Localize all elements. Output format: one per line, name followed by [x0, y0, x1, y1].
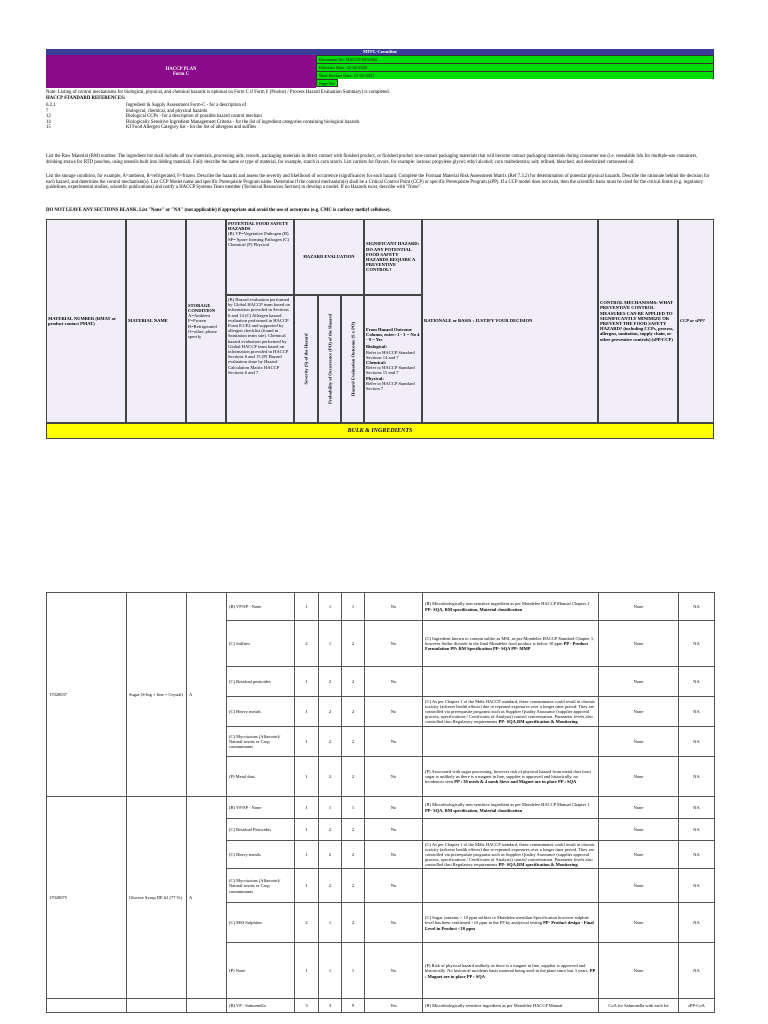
hazard-cell: (C) Heavy metals: [227, 697, 295, 727]
probability-cell: 2: [319, 697, 342, 727]
significant-phys-ref: Refer to HACCP Standard Section 7: [366, 380, 415, 392]
severity-cell: 1: [295, 697, 319, 727]
material-name-cell: Glucose Syrup DE 62 (77 %): [127, 797, 187, 999]
severity-cell: 1: [295, 869, 319, 903]
ref-text: Biologically Sensitive Ingredient Management Criteria - for the list of ingredient categories containing biological hazards: [126, 119, 360, 125]
control-cell: None: [599, 797, 679, 819]
significant-cell: No: [365, 667, 423, 697]
col-rationale: RATIONALE or BASIS : JUSTIFY YOUR DECISION: [422, 219, 598, 423]
col-material-number: MATERIAL NUMBER (RMAT or product contact PMAT): [46, 219, 126, 423]
significant-cell: No: [365, 697, 423, 727]
warning-line: DO NOT LEAVE ANY SECTIONS BLANK. List "None" or "NA" (not applicable) if appropriate and avoid the use of acronyms (e.g. CMC is carboxy methyl cellulose).: [46, 208, 391, 213]
control-cell: CoA for Salmonella with each lot: [599, 999, 679, 1013]
instructions-para-1: List the Raw Material (RM) number. The ingredient list shall include all raw materials, processing aids, rework, packaging materials in direct contact with finished product, or finished product non-contact packaging materials that will become contact packaging materials during consumer use (i.e. resealable lids for multiple-use containers, drinking straws for RTD pouches, using utensils built into lidding material). Fully describe the name or type of material, for example, starch is corn starch. List carriers for flavors, for example: lactose; propylene glycol; ethyl alcohol; corn maltodextrin; salt; refined, bleached, and deodorized cottonseed oil.: [46, 154, 698, 165]
ref-text: Ingredient & Supply Assessment Form-C - for a description of: [126, 103, 247, 108]
probability-cell: 3: [319, 999, 342, 1013]
hazard-cell: (P) None: [227, 943, 295, 999]
ref-number: 7: [46, 108, 49, 114]
ccp-cell: NA: [679, 819, 715, 841]
significant-chem-ref: Refer to HACCP Standard Sections 15 and 7: [366, 365, 415, 376]
significant-cell: No: [365, 593, 423, 621]
severity-cell: 1: [295, 727, 319, 757]
ccp-cell: NA: [679, 667, 715, 697]
control-cell: None: [599, 903, 679, 943]
column-headers: [46, 219, 714, 434]
col-hazard-evaluation: HAZARD EVALUATION: [294, 219, 364, 295]
hazard-cell: (C) Residual pesticides: [227, 667, 295, 697]
outcome-cell: 2: [342, 727, 365, 757]
outcome-cell: 2: [342, 697, 365, 727]
significant-bio: Biological:: [366, 344, 387, 350]
control-cell: None: [599, 727, 679, 757]
ref-number: 14: [46, 119, 51, 125]
outcome-cell: 2: [342, 667, 365, 697]
outcome-cell: 2: [342, 819, 365, 841]
bulk-ingredients-banner: BULK & INGREDIENTS: [46, 423, 714, 439]
potential-notes: (B) Hazard evaluation performed by Global HACCP team based on information provided in Sections 6 and 14 (C) Allergen hazard evaluation performed in HACCP Form E1/E2 and supported by allergen checklist (found in Sanitation team site). Chemical hazard evaluation performed by Global HACCP team based on information provided in HACCP Sections 6 and 15 (P) Hazard evaluation done by Hazard Calculation Matrix HACCP Sections 6 and 7: [226, 295, 294, 423]
significant-bio-ref: Refer to HACCP Standard Sections 14 and 7: [366, 349, 415, 360]
form-header: [46, 49, 714, 88]
material-number-cell: 17020037: [47, 593, 127, 797]
control-cell: None: [599, 621, 679, 667]
significant-cell: Yes: [365, 999, 423, 1013]
probability-cell: 1: [319, 903, 342, 943]
hazard-cell: (C) Mycotoxins (Aflatoxin)/ Natural toxins or Crop contaminants: [227, 869, 295, 903]
rationale-cell: (P) Risk of physical hazard unlikely as there is a magnet in line, supplier is approved and historically. No historical incidents basis material being used in the plant since last 3 years. PP : Magnet are in place PP : SQA: [423, 943, 599, 999]
instructions-para-2: List the storage condition, for example, A=ambient, R=refrigerated, F=frozen. Describe the hazards and assess the severity and likelihood of occurrence (significance) for each hazard. Complete the Formaat Material Risk Assessment Matrix (Ref 7.3.2) for determination of potential physical hazards. Describe the rationale behind the decision for each hazard, and determine the control mechanism(s). List CCP Model name and specific Prerequisite Program name. Determine if the control mechanism(s) shall be a Critical Control Point (CCP) or specific Prerequisite Program (sPP). If a CCP model does not exist, then the scientific basis must be cited for the critical limits (e.g. regulatory guidelines, experimental studies, scientific publications) and notify a HACCP Systems Team member (Technical Resources Section) to develop a model. If no Hazards exist, describe with "None".: [46, 174, 710, 191]
severity-cell: 1: [295, 943, 319, 999]
ccp-cell: NA: [679, 593, 715, 621]
material-cell: [127, 999, 187, 1013]
rationale-cell: (C) As per Chapter 1 of the Mdlz HACCP standard, these contaminants could result in chronic toxicity (adverse health effects) due to repeated exposures over a longer time period. They are controlled via prerequisite programs such as Supplier Quality Assurance (supplier approval process, specifications / Certificates of Analysis) control concentration. Parameter levels also controlled thro Regulatory requirements PP- SQA,RM specification & Monitoring: [423, 697, 599, 727]
significant-cell: No: [365, 869, 423, 903]
ccp-cell: NA: [679, 697, 715, 727]
significant-cell: No: [365, 757, 423, 797]
control-cell: None: [599, 841, 679, 869]
rationale-cell: [423, 869, 599, 903]
material-number-cell: 17020075: [47, 797, 127, 999]
control-cell: None: [599, 943, 679, 999]
outcome-cell: 9: [342, 999, 365, 1013]
table-row: [47, 797, 715, 819]
hazard-cell: (B) VP/SP - None: [227, 797, 295, 819]
significant-cell: No: [365, 943, 423, 999]
col-control: CONTROL MECHANISMS: WHAT PREVENTIVE CONTROL MEASURES CAN BE APPLIED TO SIGNIFICANTLY MINIMIZE OR PREVENT THE FOOD SAFETY HAZARD? (including CCPs, process, allergen, sanitation, supply chain, or other preventive controls) (sPP/CCP): [598, 219, 678, 423]
header-title: MFFL-Countline: [46, 49, 714, 55]
probability-cell: 1: [319, 943, 342, 999]
significant-cell: No: [365, 797, 423, 819]
material-name-cell: Sugar (S-big + fine + Crystal): [127, 593, 187, 797]
col-probability: [318, 295, 341, 423]
outcome-cell: 2: [342, 903, 365, 943]
outcome-cell: 1: [342, 593, 365, 621]
significant-cell: No: [365, 727, 423, 757]
outcome-cell: 2: [342, 757, 365, 797]
severity-cell: 3: [295, 999, 319, 1013]
outcome-cell: 1: [342, 797, 365, 819]
probability-label: Probability of Occurrence (PO) of the Hazard: [326, 314, 332, 404]
rationale-cell: [423, 667, 599, 697]
severity-cell: 1: [295, 841, 319, 869]
outcome-cell: 2: [342, 869, 365, 903]
rationale-cell: [423, 819, 599, 841]
ccp-cell: NA: [679, 757, 715, 797]
ref-number: 12: [46, 114, 51, 120]
significant-cell: No: [365, 621, 423, 667]
review-date: Next Review Date: 21-02-2021: [316, 71, 714, 79]
significant-phys: Physical:: [366, 375, 384, 381]
outcome-cell: 1: [342, 943, 365, 999]
ref-number: 15: [46, 125, 51, 131]
ref-item: [46, 125, 646, 131]
col-storage: [186, 219, 226, 423]
significant-chem: Chemical:: [366, 360, 387, 365]
potential-desc: (B) VP=Vegetative Pathogen (B) SP= Spore forming Pathogen (C) Chemical (P) Physical: [228, 231, 290, 247]
ccp-cell: NA: [679, 727, 715, 757]
rationale-cell: (P) Associated with sugar processing, however risk of physical hazard from metal dust from sugar is unlikely as there is a magnet in line, supplier is approved and historically, no incidences seen PP : 30 mesh & 4 mesh Sieve and Magnet are in place PP : SQA: [423, 757, 599, 797]
table-row: [47, 999, 715, 1013]
probability-cell: 1: [319, 621, 342, 667]
rationale-cell: (C) Sugar contains > 10 ppm sulfites to Mondelez meridian Specification however sulphite level has been confirmed <10 ppm in the FP by analytical testing PP- Product design - Final Level in Product <10 ppm: [423, 903, 599, 943]
severity-cell: 1: [295, 667, 319, 697]
storage-cell: A: [187, 593, 227, 797]
ccp-cell: NA: [679, 943, 715, 999]
control-cell: None: [599, 697, 679, 727]
rationale-cell: (B) Microbiologically sensitive ingredient as per Mondelez HACCP Manual: [423, 999, 599, 1013]
probability-cell: 2: [319, 869, 342, 903]
significant-cell: No: [365, 903, 423, 943]
storage-desc: A=Ambient F=Frozen R=Refrigerated O=other, please specify: [188, 313, 217, 339]
ccp-cell: NA: [679, 869, 715, 903]
hazard-cell: (B) VP - Salmonella: [227, 999, 295, 1013]
doc-number: Document No: HACCP-MA/002: [316, 55, 714, 63]
storage-title: STORAGE CONDITION: [188, 302, 216, 313]
hazard-cell: (C) Heavy metals: [227, 841, 295, 869]
significant-desc: From Hazard Outcome Column, enter: 1 - 3 = No 4 - 9 = Yes: [366, 326, 420, 343]
refs-list: [46, 103, 646, 131]
hazard-table: [46, 592, 714, 1013]
col-significant: SIGNIFICANT HAZARD: DO ANY POTENTIAL FOOD SAFETY HAZARDS REQUIRE A PREVENTIVE CONTROL?: [364, 219, 422, 295]
outcome-cell: 2: [342, 841, 365, 869]
probability-cell: 2: [319, 727, 342, 757]
control-cell: None: [599, 757, 679, 797]
material-cell: [187, 999, 227, 1013]
rationale-cell: (C) Ingredient known to contain sulfite as MSI, as per Mondelez HACCP Standard Chapter 1, however Sulfur dioxide in the final Mondelez food product is below 10 ppm PP - Product Formulation PP: RM Specification PP- SQA PP- MMP: [423, 621, 599, 667]
col-outcome: [341, 295, 364, 423]
probability-cell: 2: [319, 819, 342, 841]
control-cell: None: [599, 819, 679, 841]
control-cell: None: [599, 593, 679, 621]
probability-cell: 1: [319, 797, 342, 819]
hazard-cell: (C) Residual Pesticides: [227, 819, 295, 841]
material-cell: [47, 999, 127, 1013]
col-ccp: CCP or sPP?: [678, 219, 714, 423]
page-number: Page No:: [316, 79, 338, 87]
table-row: [47, 593, 715, 621]
ccp-cell: NA: [679, 621, 715, 667]
ref-text: biological, chemical, and physical hazards: [126, 108, 208, 114]
severity-cell: 1: [295, 593, 319, 621]
severity-cell: 2: [295, 621, 319, 667]
hazard-cell: (C) Mycotoxins (Aflatoxin)/ Natural toxins or Crop contaminants: [227, 727, 295, 757]
severity-cell: 2: [295, 903, 319, 943]
col-severity: [294, 295, 318, 423]
ref-number: 6.2.1: [46, 103, 56, 108]
rationale-cell: [423, 727, 599, 757]
severity-cell: 1: [295, 757, 319, 797]
plan-title: HACCP PLAN: [165, 66, 197, 72]
severity-cell: 1: [295, 819, 319, 841]
hazard-cell: (C) MSI Sulphites: [227, 903, 295, 943]
ccp-cell: NA: [679, 903, 715, 943]
rationale-cell: (B) Microbiologically non-sensitive ingredient as per Mondelez HACCP Manual Chapter 1 PP- SQA, RM specification, Material classification: [423, 797, 599, 819]
ccp-cell: NA: [679, 841, 715, 869]
probability-cell: 2: [319, 667, 342, 697]
outcome-label: Hazard Evaluation Outcome (S x PO): [349, 321, 355, 397]
note-line: Note: Listing of control mechanisms for biological, physical, and chemical hazards is optional on Form C if Form F (Product / Process Hazard Evaluation Summary) is completed.: [46, 90, 390, 95]
plan-title-block: [46, 55, 316, 88]
rationale-cell: (C) As per Chapter 1 of the Mdlz HACCP standard, these contaminants could result in chronic toxicity (adverse health effects) due to repeated exposures over a longer time period. They are controlled via prerequisite programs such as Supplier Quality Assurance (supplier approval process, specifications / Certificates of Analysis) control concentration. Parameter levels also controlled thro Regulatory requirements PP- SQA,RM specification & Monitoring: [423, 841, 599, 869]
severity-label: Severity (S) of the Hazard: [303, 333, 309, 385]
significant-cell: No: [365, 819, 423, 841]
significant-details: [364, 295, 422, 423]
ref-text: Biological CCPs - for a description of possible hazard control mechani: [126, 114, 262, 120]
col-material-name: MATERIAL NAME: [126, 219, 186, 423]
hazard-cell: (B) VP/SP - None: [227, 593, 295, 621]
control-cell: None: [599, 667, 679, 697]
plan-form: Form C: [172, 71, 190, 77]
probability-cell: 1: [319, 593, 342, 621]
rationale-cell: (B) Microbiologically non-sensitive ingredient as per Mondelez HACCP Manual Chapter 1 PP- SQA, RM specification, Material classification: [423, 593, 599, 621]
document-info: [316, 55, 714, 87]
hazard-cell: (P) Metal dust: [227, 757, 295, 797]
ccp-cell: NA: [679, 797, 715, 819]
storage-cell: A: [187, 797, 227, 999]
refs-title: HACCP STANDARD REFERENCES:: [46, 96, 126, 101]
hazard-cell: (C) Sulfites: [227, 621, 295, 667]
severity-cell: 1: [295, 797, 319, 819]
effective-date: Effective Date: 22-02-2020: [316, 63, 714, 71]
significant-cell: No: [365, 841, 423, 869]
probability-cell: 2: [319, 841, 342, 869]
ccp-cell: sPP-CoA: [679, 999, 715, 1013]
col-potential-hazards: [226, 219, 294, 295]
ref-text: Kf Food Allergen Category list - for the list of allergens and sulfites: [126, 125, 257, 131]
potential-title: POTENTIAL FOOD SAFETY HAZARDS: [228, 221, 289, 232]
control-cell: None: [599, 869, 679, 903]
outcome-cell: 2: [342, 621, 365, 667]
probability-cell: 2: [319, 757, 342, 797]
